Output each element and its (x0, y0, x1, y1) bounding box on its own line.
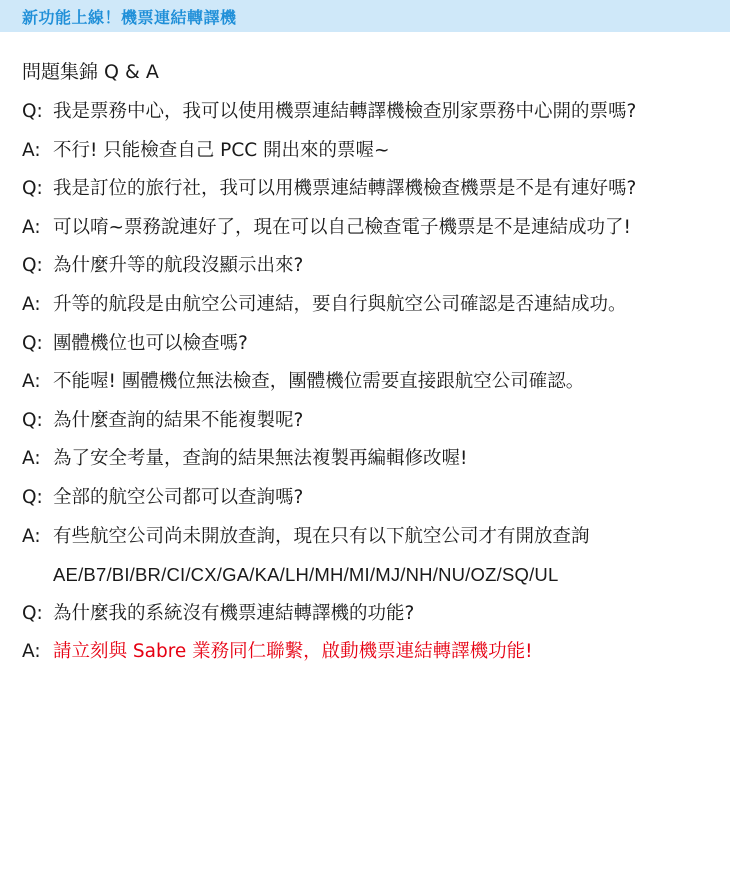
faq-question-1 (22, 93, 722, 132)
banner-title: 新功能上線！機票連結轉譯機 (22, 7, 237, 27)
answer-text: 不能喔! 團體機位無法檢查，團體機位需要直接跟航空公司確認。 (53, 371, 585, 393)
a-marker: A: (22, 371, 41, 393)
question-text: 為什麼查詢的結果不能複製呢? (53, 409, 304, 431)
a-marker: A: (22, 216, 41, 238)
q-marker: Q: (22, 178, 43, 200)
q-marker: Q: (22, 602, 43, 624)
answer-text: 有些航空公司尚未開放查詢，現在只有以下航空公司才有開放查詢 (53, 525, 590, 547)
question-text: 我是訂位的旅行社，我可以用機票連結轉譯機檢查機票是不是有連好嗎? (53, 178, 637, 200)
header-banner (0, 0, 730, 32)
faq-answer-1 (22, 132, 722, 171)
faq-question-6 (22, 479, 722, 518)
a-marker: A: (22, 641, 41, 663)
a-marker: A: (22, 525, 41, 547)
question-text: 為什麼升等的航段沒顯示出來? (53, 255, 304, 277)
question-text: 團體機位也可以檢查嗎? (53, 332, 248, 354)
faq-question-2 (22, 170, 722, 209)
answer-text: 為了安全考量，查詢的結果無法複製再編輯修改喔! (53, 448, 468, 470)
question-text: 為什麼我的系統沒有機票連結轉譯機的功能? (53, 602, 415, 624)
faq-answer-6 (22, 518, 722, 557)
section-title: 問題集錦 Q & A (22, 61, 159, 83)
faq-answer-7 (22, 633, 722, 672)
q-marker: Q: (22, 101, 43, 122)
a-marker: A: (22, 448, 41, 470)
faq-answer-5 (22, 440, 722, 479)
faq-answer-3 (22, 286, 722, 325)
question-text: 我是票務中心，我可以使用機票連結轉譯機檢查別家票務中心開的票嗎? (53, 101, 637, 122)
faq-question-4 (22, 325, 722, 364)
a-marker: A: (22, 139, 41, 161)
airline-code-list: AE/B7/BI/BR/CI/CX/GA/KA/LH/MH/MI/MJ/NH/NU/OZ/SQ/UL (53, 564, 559, 586)
answer-text: 升等的航段是由航空公司連結，要自行與航空公司確認是否連結成功。 (53, 293, 627, 315)
faq-answer-4 (22, 363, 722, 402)
q-marker: Q: (22, 332, 43, 354)
answer-text: 可以唷~票務說連好了，現在可以自己檢查電子機票是不是連結成功了! (53, 216, 631, 238)
faq-answer-2 (22, 209, 722, 248)
faq-section (22, 56, 722, 672)
q-marker: Q: (22, 255, 43, 277)
q-marker: Q: (22, 486, 43, 508)
faq-question-3 (22, 247, 722, 286)
faq-question-5 (22, 402, 722, 441)
a-marker: A: (22, 293, 41, 315)
q-marker: Q: (22, 409, 43, 431)
answer-text: 不行! 只能檢查自己 PCC 開出來的票喔~ (53, 139, 390, 161)
answer-text-highlight: 請立刻與 Sabre 業務同仁聯繫，啟動機票連結轉譯機功能! (53, 641, 533, 663)
faq-question-7 (22, 595, 722, 634)
question-text: 全部的航空公司都可以查詢嗎? (53, 486, 304, 508)
